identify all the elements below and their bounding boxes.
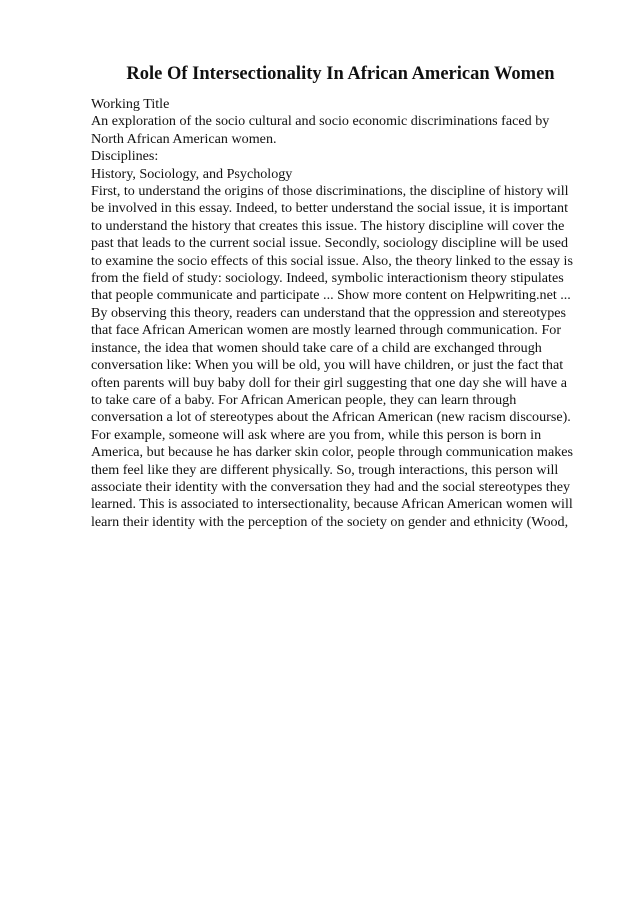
body-line: instance, the idea that women should take care of a child are exchanged through (91, 339, 542, 356)
body-line: past that leads to the current social issue. Secondly, sociology discipline will be used (91, 235, 568, 252)
body-line: them feel like they are different physically. So, trough interactions, this person will (91, 461, 559, 478)
body-line: from the field of study: sociology. Indeed, symbolic interactionism theory stipulates (91, 270, 564, 287)
body-line: America, but because he has darker skin color, people through communication makes (91, 444, 573, 461)
body-line: Disciplines: (91, 148, 159, 165)
body-line: conversation a lot of stereotypes about the African American (new racism discourse). (91, 409, 571, 426)
body-line: Working Title (91, 96, 170, 112)
body-line: to take care of a baby. For African American people, they can learn through (91, 391, 517, 408)
document-body (91, 96, 596, 531)
body-line: to understand the history that creates this issue. The history discipline will cover the (91, 217, 565, 234)
body-line: that face African American women are mostly learned through communication. For (91, 322, 562, 339)
document-title: Role Of Intersectionality In African American Women (126, 64, 555, 84)
body-line: By observing this theory, readers can understand that the oppression and stereotypes (91, 304, 567, 321)
body-line: be involved in this essay. Indeed, to better understand the social issue, it is important (91, 200, 568, 217)
body-line: History, Sociology, and Psychology (91, 165, 293, 182)
body-line: North African American women. (91, 130, 277, 147)
body-line: that people communicate and participate ... Show more content on Helpwriting.net ... (91, 287, 571, 304)
body-line: An exploration of the socio cultural and socio economic discriminations faced by (91, 113, 550, 130)
body-line: conversation like: When you will be old, you will have children, or just the fact that (91, 357, 564, 374)
body-line: learned. This is associated to intersectionality, because African American women will (91, 496, 573, 513)
body-line: For example, someone will ask where are you from, while this person is born in (91, 426, 542, 443)
body-line: often parents will buy baby doll for their girl suggesting that one day she will have a (91, 374, 567, 391)
body-line: learn their identity with the perception of the society on gender and ethnicity (Wood, (91, 513, 569, 530)
body-line: to examine the socio effects of this social issue. Also, the theory linked to the essay is (91, 252, 573, 269)
body-line: First, to understand the origins of those discriminations, the discipline of history will (91, 183, 569, 200)
body-line: associate their identity with the conversation they had and the social stereotypes they (91, 478, 571, 495)
